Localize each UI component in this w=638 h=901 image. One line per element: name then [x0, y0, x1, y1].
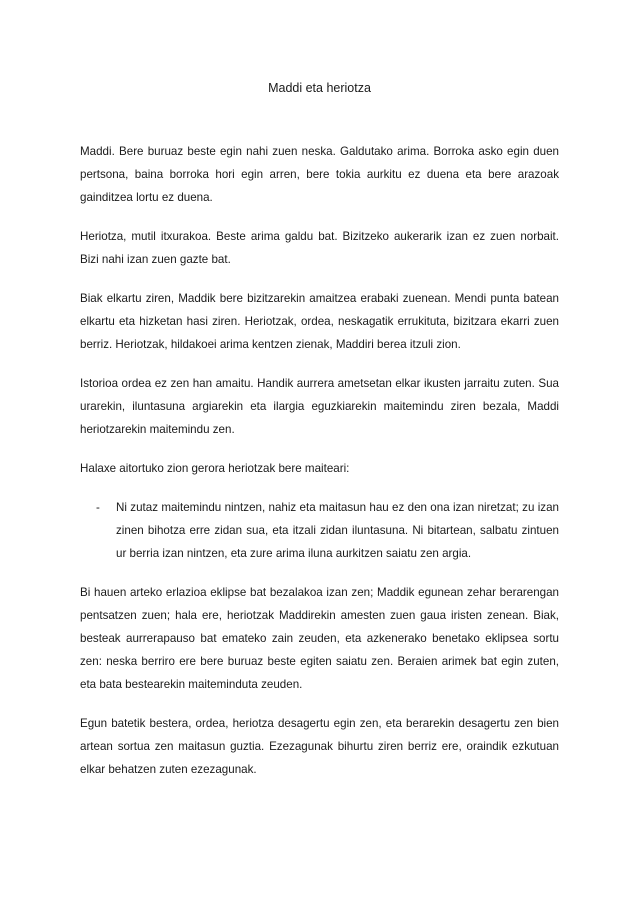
- paragraph-1: Maddi. Bere buruaz beste egin nahi zuen neska. Galdutako arima. Borroka asko egin duen pertsona, baina borroka hori egin arren, bere tokia aurkitu ez duena eta bere arazoak gainditzea lortu ez duena.: [80, 145, 559, 204]
- dialogue-dash: -: [96, 501, 100, 514]
- paragraph-7: Egun batetik bestera, ordea, heriotza desagertu egin zen, eta berarekin desagertu zen bien artean sortua zen maitasun guztia. Ezezagunak bihurtu ziren berriz ere, oraindik ezkutuan elkar behatzen zuten ezezagunak.: [80, 717, 559, 776]
- dialogue-text: Ni zutaz maitemindu nintzen, nahiz eta maitasun hau ez den ona izan niretzat; zu izan zinen bihotza erre zidan sua, eta itzali zidan iluntasuna. Ni bitartean, salbatu zintuen ur berria izan nintzen, eta zure arima iluna aurkitzen saiatu zen argia.: [116, 501, 559, 560]
- page-title: Maddi eta heriotza: [268, 81, 371, 95]
- paragraph-3: Biak elkartu ziren, Maddik bere bizitzarekin amaitzea erabaki zuenean. Mendi punta batean elkartu eta hizketan hasi ziren. Heriotzak, ordea, neskagatik errukituta, bizitzara ekarri zuen berriz. Heriotzak, hildakoei arima kentzen zienak, Maddiri berea itzuli zion.: [80, 292, 559, 351]
- dialogue-item: [80, 496, 559, 565]
- paragraph-6: Bi hauen arteko erlazioa eklipse bat bezalakoa izan zen; Maddik egunean zehar berarengan pentsatzen zuen; hala ere, heriotzak Maddirekin amesten zuen gaua iristen zenean. Biak, besteak aurrerapauso bat emateko zain zeuden, eta azkenerako benetako eklipsea sortu zen: neska berriro ere bere buruaz beste egiten saiatu zen. Beraien arimek bat egin zuten, eta bata bestearekin maiteminduta zeuden.: [80, 586, 559, 691]
- paragraph-4: Istorioa ordea ez zen han amaitu. Handik aurrera ametsetan elkar ikusten jarraitu zuten. Sua urarekin, iluntasuna argiarekin eta ilargia eguzkiarekin maitemindu ziren bezala, Maddi heriotzarekin maitemindu zen.: [80, 377, 559, 436]
- document-body: [80, 140, 559, 797]
- paragraph-2: Heriotza, mutil itxurakoa. Beste arima galdu bat. Bizitzeko aukerarik izan ez zuen norbait. Bizi nahi izan zuen gazte bat.: [80, 230, 559, 266]
- paragraph-5: Halaxe aitortuko zion gerora heriotzak bere maiteari:: [80, 462, 350, 475]
